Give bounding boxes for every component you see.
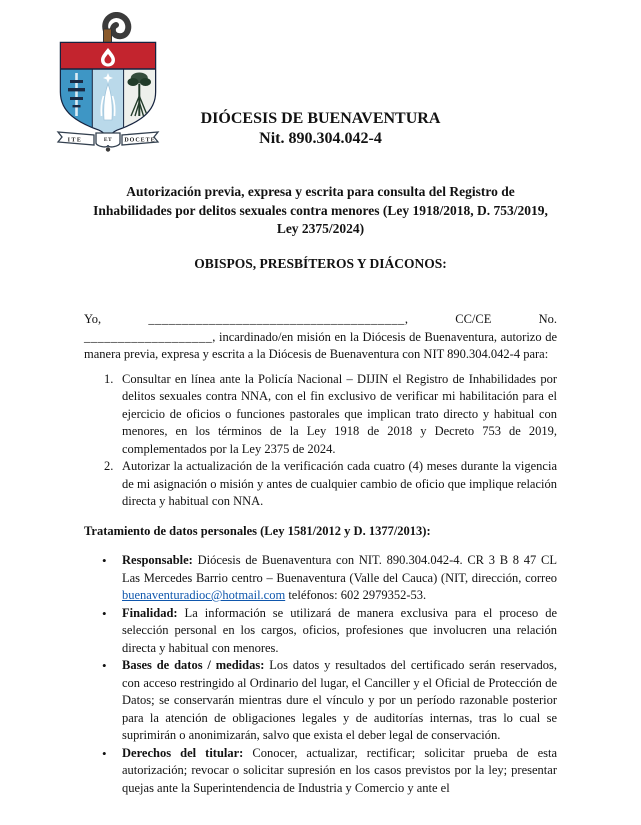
bullet-label: Responsable: [122,553,193,567]
coat-of-arms-icon [54,12,162,152]
authorization-items-list [84,371,557,511]
item-text: Consultar en línea ante la Policía Nacional – DIJIN el Registro de Inhabilidades por delitos sexuales contra NNA, con el fin exclusivo de verificar mi habilitación para el ejercicio de oficios o funciones pastorales que implican trato directo y habitual con menores, en los términos de la Ley 1918 de 2018 y Decreto 753 de 2019, complementados por la Ley 2375 de 2024. [122,371,557,456]
id-number-blank-field[interactable]: ___________________ [84,329,213,344]
bullet-label: Derechos del titular: [122,745,244,760]
document-body [0,183,641,797]
bullet-finalidad [84,605,557,658]
intro-paragraph [84,311,557,364]
bullet-text: La información se utilizará de manera exclusiva para el proceso de selección personal en los cargos, oficios, profesiones que involucren una relación directa y habitual con menores. [122,605,557,655]
motto-scroll [58,132,158,152]
list-item-update [84,458,557,511]
motto-ite: ITE [67,137,83,144]
item-number: 2. [104,459,114,473]
doc-nit: Nit. 890.304.042-4 [259,130,382,147]
doc-subtitle: Autorización previa, expresa y escrita para consulta del Registro de Inhabilidades por delitos sexuales contra menores (Ley 1918/2018, D. 753/2019, Ley 2375/2024) [93,184,548,236]
list-item-consult [84,371,557,459]
bullet-text: teléfonos: 602 2979352-53. [285,588,427,602]
data-treatment-heading: Tratamiento de datos personales (Ley 1581/2012 y D. 1377/2013): [84,523,431,538]
bullet-label: Finalidad: [122,605,178,620]
item-text: Autorizar la actualización de la verificación cada cuatro (4) meses durante la vigencia de mi asignación o misión y antes de cualquier cambio de oficio que implique relación directa y habitual con NNA. [122,459,557,508]
bullet-text: Conocer, actualizar, rectificar; solicitar prueba de esta autorización; revocar o solicitar supresión en los casos previstos por la ley; presentar quejas ante la Superintendencia de Industria y Comercio y ante el [122,745,558,795]
doc-title: DIÓCESIS DE BUENAVENTURA [200,110,441,127]
intro-yo-label: Yo, [84,312,149,326]
bullet-label: Bases de datos / medidas: [122,658,265,672]
bullet-bases-datos [84,657,557,745]
item-number: 1. [104,371,114,386]
motto-et: ET [103,137,113,143]
email-link[interactable]: buenaventuradioc@hotmail.com [122,588,286,602]
intro-rest-text: , incardinado/en misión en la Diócesis de Buenaventura, autorizo de manera previa, expresa y escrita a la Diócesis de Buenaventura con NIT 890.304.042-4 para: [84,329,557,361]
motto-docete: DOCETE [124,137,156,144]
name-blank-field[interactable]: ______________________________________ [148,312,405,326]
bullet-text: Los datos y resultados del certificado serán reservados, con acceso restringido al Ordinario del lugar, el Canciller y el Oficial de Protección de Datos; se conservarán mientras dure el vínculo y por un período razonable posterior para la atención de obligaciones legales y de auditorías internas, tras lo cual se suprimirán o anonimizarán, salvo que exista el deber legal de conservación. [122,658,557,742]
intro-ccce-label: , CC/CE No. [404,312,557,326]
bullet-derechos [84,745,557,798]
doc-audience-heading: OBISPOS, PRESBÍTEROS Y DIÁCONOS: [194,255,447,271]
bullet-responsable [84,552,557,605]
diocese-coat-of-arms [54,12,162,152]
bullet-text: Diócesis de Buenaventura con NIT. 890.304.042-4. CR 3 B 8 47 CL Las Mercedes Barrio centro – Buenaventura (Valle del Cauca) (NIT, dirección, correo [122,553,557,585]
data-treatment-list [84,552,557,797]
